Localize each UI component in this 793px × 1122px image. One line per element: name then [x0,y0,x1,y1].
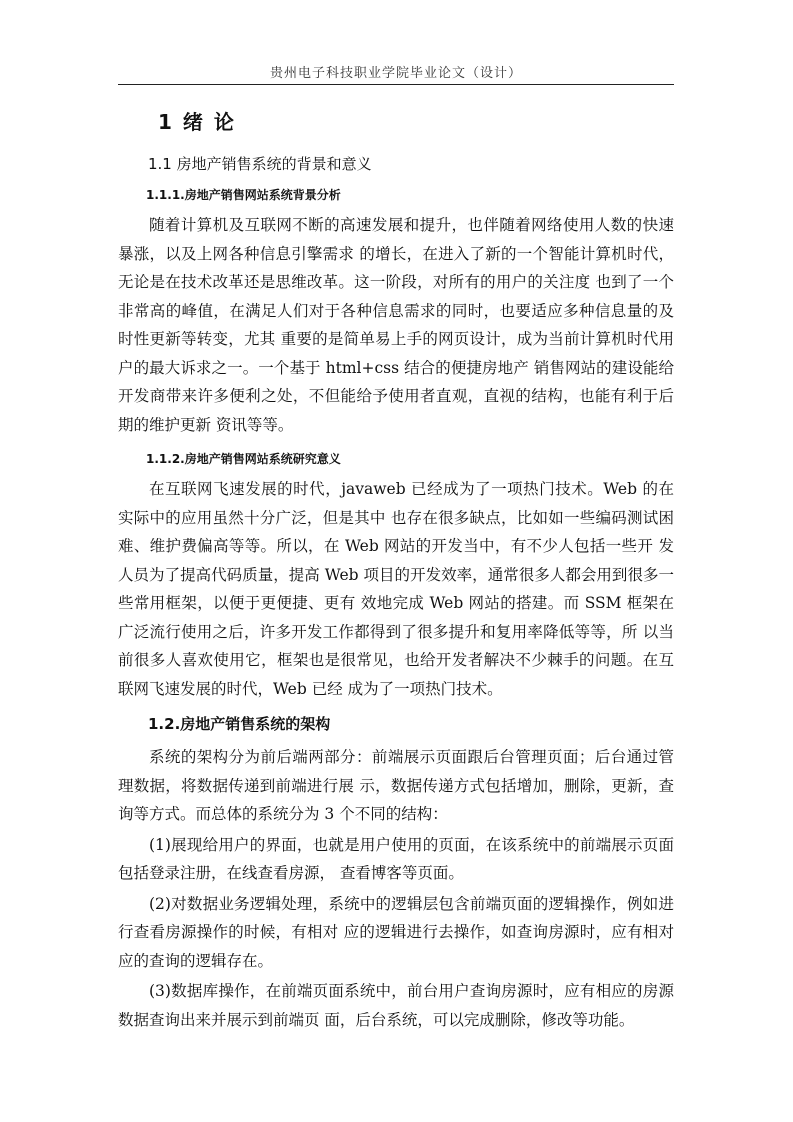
section-title-1-2: 1.2.房地产销售系统的架构 [148,715,331,733]
subsection-title-1-1-2: 1.1.2.房地产销售网站系统研究意义 [146,452,341,466]
list-item-architecture-1: (1)展现给用户的界面，也就是用户使用的页面，在该系统中的前端展示页面包括登录注册，在线查看房源， 查看博客等页面。 [118,835,674,882]
list-item-architecture-3: (3)数据库操作，在前端页面系统中，前台用户查询房源时，应有相应的房源数据查询出来并展示到前端页 面，后台系统，可以完成删除，修改等功能。 [118,982,674,1029]
subsection-title-1-1-1: 1.1.1.房地产销售网站系统背景分析 [146,188,341,202]
list-item-architecture-2: (2)对数据业务逻辑处理，系统中的逻辑层包含前端页面的逻辑操作，例如进行查看房源操作的时候，有相对 应的逻辑进行去操作，如查询房源时，应有相对应的查询的逻辑存在。 [118,894,674,970]
running-header [118,62,674,85]
paragraph-significance: 在互联网飞速发展的时代，javaweb 已经成为了一项热门技术。Web 的在实际中的应用虽然十分广泛，但是其中 也存在很多缺点，比如如一些编码测试困难、维护费偏高等等。所以，在 Web 网站的开发当中，有不少人包括一些开 发人员为了提高代码质量，提高 Web 项目的开发效率，通常很多人都会用到很多一些常用框架，以便于更便捷、更有 效地完成 Web 网站的搭建。而 SSM 框架在广泛流行使用之后，许多开发工作都得到了很多提升和复用率降低等等，所 以当前很多人喜欢使用它，框架也是很常见，也给开发者解决不少棘手的问题。在互联网飞速发展的时代，Web 已经 成为了一项热门技术。 [118,480,674,698]
paragraph-background: 随着计算机及互联网不断的高速发展和提升，也伴随着网络使用人数的快速暴涨，以及上网各种信息引擎需求 的增长，在进入了新的一个智能计算机时代，无论是在技术改革还是思维改革。这一阶段，对所有的用户的关注度 也到了一个非常高的峰值，在满足人们对于各种信息需求的同时，也要适应多种信息量的及时性更新等转变，尤其 重要的是简单易上手的网页设计，成为当前计算机时代用户的最大诉求之一。一个基于 html+css 结合的便捷房地产 销售网站的建设能给开发商带来许多便利之处，不但能给予使用者直观，直视的结构，也能有利于后期的维护更新 资讯等等。 [118,216,674,434]
running-header-title: 贵州电子科技职业学院毕业论文（设计） [269,66,522,81]
section-title-1-1: 1.1 房地产销售系统的背景和意义 [148,155,372,173]
paragraph-architecture-intro: 系统的架构分为前后端两部分：前端展示页面跟后台管理页面；后台通过管理数据，将数据传递到前端进行展 示，数据传递方式包括增加，删除，更新，查询等方式。而总体的系统分为 3 个不同的结构： [118,748,674,823]
page-body [118,100,674,1036]
chapter-title: 1 绪 论 [158,110,236,134]
